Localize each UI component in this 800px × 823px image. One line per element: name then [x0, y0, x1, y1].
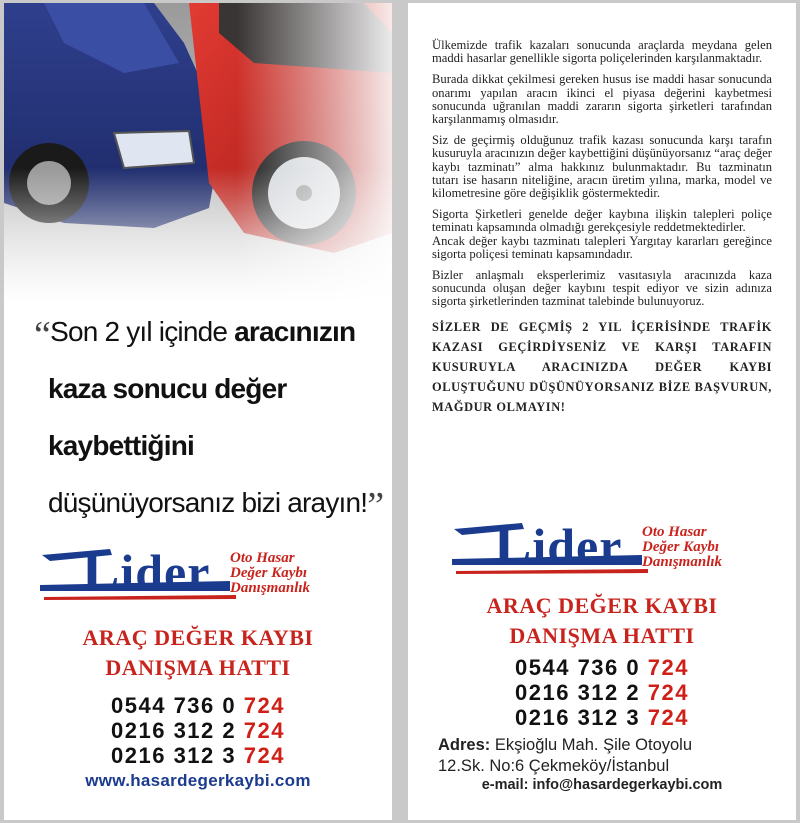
email-link[interactable]: e-mail: info@hasardegerkaybi.com	[481, 777, 723, 793]
hotline-heading	[408, 591, 796, 651]
close-quote-mark: ”	[367, 485, 384, 527]
address-line2: 12.Sk. No:6 Çekmeköy/İstanbul	[438, 757, 670, 775]
logo-tagline-3: Danışmanlık	[230, 580, 311, 596]
paragraph: Ülkemizde trafik kazaları sonucunda araçlarda meydana gelen maddi hasarlar genellikle sigorta poliçelerinden karşılanmaktadır.	[432, 38, 772, 66]
open-quote-mark: “	[34, 314, 51, 356]
paragraph: Sigorta Şirketleri genelde değer kaybına ilişkin talepleri poliçe teminatı kapsamında olmadığı gerekçesiyle reddetmektedirler.	[432, 207, 772, 235]
phone-number[interactable]: 0216 312 2 724	[111, 718, 285, 743]
logo-tagline-3: Danışmanlık	[642, 554, 723, 570]
website-link[interactable]: www.hasardegerkaybi.com	[85, 771, 311, 790]
paragraph: Siz de geçirmiş olduğunuz trafik kazası sonucunda karşı tarafın kusuruyla aracınızın değer kaybettiğini düşünüyorsanız “araç değer kaybı tazminatı” alma hakkınız bulunmaktadır. Bu tazminatın tutarı ise hasarın niteliğine, aracın üretim yılına, marka, model ve kilometresine göre değişiklik göstermektedir.	[432, 133, 772, 201]
logo-wordmark: Lider	[82, 540, 211, 602]
right-brochure-panel	[408, 3, 796, 820]
car-crash-photo	[4, 3, 392, 303]
left-brochure-panel	[4, 3, 392, 820]
caps-notice: SİZLER DE GEÇMİŞ 2 YIL İÇERİSİNDE TRAFİK KAZASI GEÇİRDİYSENİZ VE KARŞI TARAFIN KUSURUYLA ARACINIZDA DEĞER KAYBI OLUŞTUĞUNU DÜŞÜNÜYORSANIZ BİZE BAŞVURUN, MAĞDUR OLMAYIN!	[432, 319, 772, 414]
slogan-line4: düşünüyorsanız bizi arayın!	[48, 487, 368, 518]
logo-tagline-2: Değer Kaybı	[642, 539, 720, 555]
slogan-line1-bold: aracınızın	[234, 316, 356, 347]
hotline-heading	[4, 623, 392, 683]
address-line1: Ekşioğlu Mah. Şile Otoyolu	[490, 736, 693, 754]
slogan-line2: kaza sonucu değer	[48, 373, 287, 404]
address-block	[438, 735, 778, 777]
logo-wordmark: Lider	[494, 514, 623, 576]
info-text	[432, 39, 772, 417]
address-label: Adres:	[438, 736, 491, 754]
paragraph: Burada dikkat çekilmesi gereken husus ise maddi hasar sonucunda onarımı yapılan aracın ikinci el piyasa değerini kaybetmesi sonucunda uğranılan maddi zararın sigorta şirketleri tarafından karşılanmamış olmasıdır.	[432, 72, 772, 127]
phone-number[interactable]: 0216 312 2 724	[515, 680, 689, 705]
phone-list	[408, 655, 796, 730]
paragraph: Bizler anlaşmalı eksperlerimiz vasıtasıyla aracınızda kaza sonucunda oluşan değer kaybını tespit ediyor ve sizin adınıza sigorta şirketlerinden tazminat talebinde bulunuyoruz.	[432, 268, 772, 309]
logo-tagline-1: Oto Hasar	[642, 524, 707, 540]
phone-number[interactable]: 0216 312 3 724	[515, 705, 689, 730]
paragraph: Ancak değer kaybı tazminatı talepleri Yargıtay kararları gereğince sigorta poliçesi teminatı kapsamındadır.	[432, 233, 772, 261]
slogan-quote	[34, 303, 389, 531]
phone-number[interactable]: 0216 312 3 724	[111, 743, 285, 768]
logo-tagline-2: Değer Kaybı	[230, 565, 308, 581]
phone-list	[4, 693, 392, 768]
lider-logo	[40, 541, 360, 601]
phone-number[interactable]: 0544 736 0 724	[111, 693, 285, 718]
lider-logo	[452, 515, 772, 575]
hotline-line2: DANIŞMA HATTI	[509, 623, 695, 648]
phone-number[interactable]: 0544 736 0 724	[515, 655, 689, 680]
hotline-line1: ARAÇ DEĞER KAYBI	[82, 625, 314, 650]
logo-tagline-1: Oto Hasar	[230, 550, 295, 566]
hotline-line2: DANIŞMA HATTI	[105, 655, 291, 680]
hotline-line1: ARAÇ DEĞER KAYBI	[486, 593, 718, 618]
slogan-line3: kaybettiğini	[48, 430, 194, 461]
slogan-line1-normal: Son 2 yıl içinde	[50, 316, 235, 347]
